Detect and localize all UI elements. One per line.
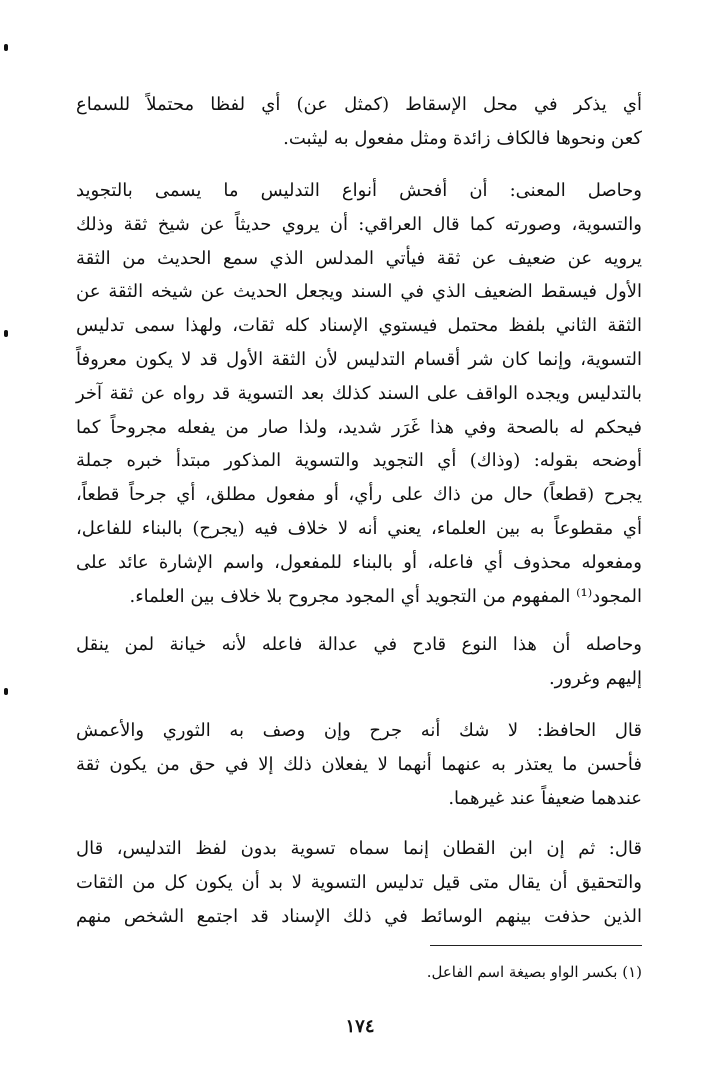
text-line: ومفعوله محذوف أي فاعله، أو بالبناء للمفعول، واسم الإشارة عائد على: [76, 551, 642, 573]
text-line: الذين حذفت بينهم الوسائط في ذلك الإسناد قد اجتمع الشخص منهم: [76, 905, 642, 927]
paragraph: [76, 714, 642, 815]
text-line: والتحقيق أن يقال متى قيل تدليس التسوية لا بد أن يكون كل من الثقات: [76, 871, 642, 893]
text-line: أي يذكر في محل الإسقاط (كمثل عن) أي لفظا محتملاً للسماع: [76, 94, 642, 115]
text-line: قال: ثم إن ابن القطان إنما سماه تسوية بدون لفظ التدليس، قال: [76, 838, 642, 859]
text-line: وحاصل المعنى: أن أفحش أنواع التدليس ما يسمى بالتجويد: [76, 180, 642, 201]
text-line: الثقة الثاني بلفظ محتمل فيستوي الإسناد كله ثقات، ولهذا سمى تدليس: [76, 315, 642, 337]
text-line: عندهما ضعيفاً عند غيرهما.: [448, 787, 642, 809]
text-line: والتسوية، وصورته كما قال العراقي: أن يروي حديثاً عن شيخ ثقة وذلك: [76, 213, 642, 235]
text-line: يجرح (قطعاً) حال من ذاك على رأي، أو مفعول مطلق، أي جرحاً قطعاً،: [76, 484, 642, 506]
paragraph: [76, 628, 642, 696]
text-line: الأول فيسقط الضعيف الذي في السند ويجعل الحديث عن شيخه الثقة عن: [76, 281, 642, 303]
text-line: إليهم وغرور.: [548, 667, 642, 689]
text-line: بالتدليس ويجده الواقف على السند كذلك بعد التسوية قد رواه عن ثقة آخر: [76, 382, 642, 404]
paragraph: [76, 88, 642, 156]
scan-mark: [4, 688, 8, 695]
paragraph: [76, 174, 642, 613]
text-line: يرويه عن ضعيف عن ثقة فيأتي المدلس الذي سمع الحديث من الثقة: [76, 247, 642, 269]
text-line: وحاصله أن هذا النوع قادح في عدالة فاعله لأنه خيانة لمن ينقل: [76, 634, 642, 655]
page-number: ١٧٤: [345, 1016, 375, 1037]
scan-mark: [4, 330, 8, 337]
text-line: فأحسن ما يعتذر به عنهما أنهما لا يفعلان ذلك إلا في حق من يكون ثقة: [76, 753, 642, 775]
text-line: قال الحافظ: لا شك أنه جرح وإن وصف به الثوري والأعمش: [76, 720, 642, 741]
text-line: أي مقطوعاً به بين العلماء، يعني أنه لا خلاف فيه (يجرح) بالبناء للفاعل،: [76, 517, 642, 539]
text-line: المجود⁽¹⁾ المفهوم من التجويد أي المجود مجروح بلا خلاف بين العلماء.: [129, 585, 642, 607]
text-line: فيحكم له بالصحة وفي هذا غَرَر شديد، ولذا صار من يفعله مجروحاً كما: [76, 416, 642, 438]
text-line: التسوية، وإنما كان شر أقسام التدليس لأن الثقة الأول قد لا يكون معروفاً: [76, 348, 642, 370]
text-line: كعن ونحوها فالكاف زائدة ومثل مفعول به ليثبت.: [283, 127, 642, 149]
scan-mark: [4, 44, 8, 51]
paragraph: [76, 832, 642, 933]
text-line: أوضحه بقوله: (وذاك) أي التجويد والتسوية المذكور مبتدأ خبره جملة: [76, 450, 642, 472]
footnote-divider: [430, 945, 642, 946]
footnote: (١) بكسر الواو بصيغة اسم الفاعل.: [426, 963, 642, 981]
